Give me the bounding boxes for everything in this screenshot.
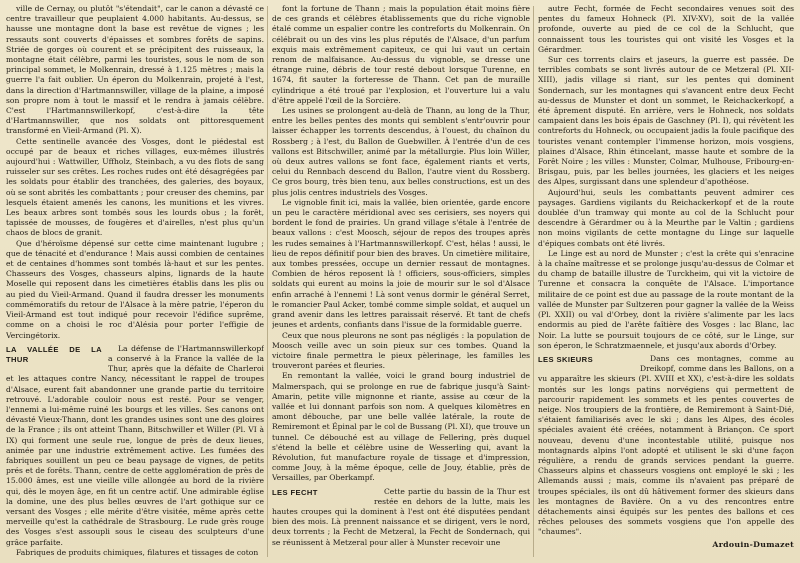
paragraph: Cette partie du bassin de la Thur est restée en dehors de la lutte, mais les hautes croupes qui la dominent à l'est ont été disputées pendant bien des mois. Là prennent naissance et se dirigent, vers le nord, deux torrents ; la Fecht de Metzeral, la Fecht de Sondernach, qui se réunissent à Metzeral pour aller à Munster recevoir une	[272, 486, 530, 547]
section-heading: LA VALLÉE DE LA THUR	[6, 344, 102, 364]
section-les-fecht	[272, 487, 530, 548]
column-divider	[533, 6, 534, 557]
paragraph: autre Fecht, formée de Fecht secondaires venues soit des pentes du fameux Hohneck (Pl. XIV-XV), soit de la vallée profonde, ouverte au pied de ce col de la Schlucht, que connaissent tous les touristes qui ont visité les Vosges et la Gérardmer.	[538, 4, 794, 54]
column-divider	[267, 6, 268, 557]
paragraph: Que d'héroïsme dépensé sur cette cime maintenant lugubre ; que de ténacité et d'endurance ! Mais aussi combien de centaines et de centaines d'hommes sont tombés là-haut et sur les pentes. Chasseurs des Vosges, chasseurs alpins, lignards de la haute Moselle qui reposent dans les cimetières établis dans les plis ou au pied du Vieil-Armand. Quand il faudra dresser les monuments commémoratifs du retour de l'Alsace à la mère patrie, l'éperon du Vieil-Armand est tout indiqué pour recevoir l'édifice suprême, comme on a choisi le roc d'Alésia pour porter l'effigie de Vercingétorix.	[6, 238, 264, 340]
paragraph: Le Linge est au nord de Munster ; c'est la crête qui s'enracine à la chaîne maîtresse et se prolonge jusqu'au-dessus de Colmar et du champ de bataille illustre de Turckheim, qui vit la victoire de Turenne et consacra la conquête de l'Alsace. L'importance militaire de ce point est due au passage de la route montant de la vallée de Munster par Sultzeren pour gagner la vallée de la Weiss (Pl. XXII) ou val d'Orbey, dont la rivière s'alimente par les lacs endormis au pied de l'arête faîtière des Vosges : lac Blanc, lac Noir. La lutte se poursuit toujours de ce côté, sur le Linge, sur son éperon, le Schratzmaennele, et jusqu'aux abords d'Orbey.	[538, 248, 794, 350]
text-column-3	[538, 4, 794, 559]
paragraph: ville de Cernay, ou plutôt "s'étendait", car le canon a dévasté ce centre travailleur que peuplaient 4.000 habitants. Au-dessus, se hausse une montagne dont la base est revêtue de vignes ; les ressauts sont couverts d'épaisses et sombres forêts de sapins. Striée de gorges où courent et se précipitent des ruisseaux, la montagne était célèbre, parmi les touristes, sous le nom de son principal sommet, le Molkenrain, dressé à 1.125 mètres ; mais la guerre l'a fait oublier. Un éperon du Molkenrain, projeté à l'est, dans la direction d'Hartmannswiller, village de la plaine, a imposé son propre nom à tout le massif et le rendra à jamais célèbre. C'est l'Hartmannswillerkopf, c'est-à-dire la tête d'Hartmannswiller, que nos soldats ont pittoresquement transformé en Vieil-Armand (Pl. X).	[6, 4, 264, 136]
paragraph: Les usines se prolongent au-delà de Thann, au long de la Thur, entre les belles pentes des monts qui semblent s'entr'ouvrir pour laisser échapper les torrents descendus, à l'ouest, du chaînon du Rossberg ; à l'est, du Ballon de Guebwiller. À l'entrée d'un de ces vallons est Bitschwiller, animé par la métallurgie. Plus loin Willer, où deux autres vallons se font face, également riants et verts, celui du Rennbach descend du Ballon, l'autre vient du Rossberg. Ce gros bourg, très bien tenu, aux belles constructions, est un des plus jolis centres industriels des Vosges.	[272, 106, 530, 197]
section-heading: LES FECHT	[272, 487, 318, 497]
paragraph: Fabriques de produits chimiques, filatures et tissages de coton	[16, 547, 259, 557]
paragraph: Dans ces montagnes, comme au Dreikopf, comme dans les Ballons, on a vu apparaître les skieurs (Pl. XVIII et XX), c'est-à-dire les soldats montés sur les longs patins norvégiens qui permettent de parcourir rapidement les sommets et les pentes couvertes de neige. Nos troupiers de la frontière, de Remiremont à Saint-Dié, s'étaient familiarisés avec le ski ; dans les Alpes, des écoles spéciales avaient été créées, notamment à Briançon. Ce sport nouveau, devenu d'une incontestable utilité, puisque nos montagnards alpins l'ont adopté et utilisent le ski d'une façon régulière, a rendu de grands services pendant la guerre. Chasseurs alpins et chasseurs vosgiens ont employé le ski ; les Allemands aussi ; mais, comme ils n'avaient pas préparé de troupes spéciales, ils ont dû hâtivement former des skieurs dans les montagnes de Bavière. On a vu des rencontres entre détachements ainsi équipés sur les pentes des ballons et ces rêches pelouses des sommets vosgiens que l'on appelle des "chaumes".	[538, 353, 794, 537]
author-signature: Ardouin-Dumazet	[712, 539, 794, 549]
text-column-2	[272, 4, 530, 559]
paragraph: En remontant la vallée, voici le grand bourg industriel de Malmerspach, qui se prolonge en rue de fabrique jusqu'à Saint-Amarin, petite ville mignonne et riante, assise au cœur de la vallée et lui donnant parfois son nom. A quelques kilomètres en amont débouche, par une belle vallée latérale, la route de Remiremont et Épinal par le col de Bussang (Pl. XI), que trouve un tunnel. Ce débouché est au village de Fellering, près duquel s'étend la belle et célèbre usine de Wesserling qui, avant la Révolution, fut manufacture royale de tissage et d'impression, comme Jouy, à la même époque, celle de Jouy, établie, près de Versailles, par Oberkampf.	[272, 371, 530, 483]
paragraph: Le vignoble finit ici, mais la vallée, bien orientée, garde encore un peu le caractère méridional avec ses cerisiers, ses noyers qui bordent le fond de prairies. Un grand village s'étale à l'entrée de beaux vallons : c'est Moosch, séjour de repos des troupes après les rudes semaines à l'Hartmannswillerkopf. C'est, hélas ! aussi, le lieu de repos définitif pour bien des braves. Un cimetière militaire, aux tombes pressées, occupe un dernier ressaut de montagnes. Combien de héros reposent là ! officiers, sous-officiers, simples soldats qui eurent au moins la joie de mourir sur le sol d'Alsace enfin arraché à l'ennemi ! Là sont venus dormir le général Serret, le romancier Paul Acker, tombé comme simple soldat, et auquel un grand avenir dans les lettres paraissait réservé. Et tant de chefs jeunes et ardents, confiants dans l'issue de la formidable guerre.	[272, 197, 530, 330]
paragraph: Ceux que nous pleurons ne sont pas négligés : la population de Moosch veille avec un soin pieux sur ces tombes. Quand la victoire finale permettra le pieux pèlerinage, les familles les trouveront parées et fleuries.	[272, 330, 530, 371]
paragraph: La défense de l'Hartmannswillerkopf a conservé à la France la vallée de la Thur, après que la défaite de Charleroi et les attaques contre Nancy, nécessitant le rappel de troupes d'Alsace, eurent fait abandonner une grande partie du territoire retrouvé. L'adorable couloir nous est resté. Pour se venger, l'ennemi a lui-même ruiné les bourgs et les villes. Ses canons ont dévasté Vieux-Thann, dont les grandes usines sont une des gloires de la France ; ils ont atteint Thann, Bitschwiller et Willer (Pl. VI à IX) qui forment une seule rue, longue de près de deux lieues, animée par une industrie extrêmement active. Les fumées des fabriques souillent un peu ce beau paysage de vignes, de petits prés et de forêts. Thann, centre de cette agglomération de près de 15.000 âmes, est une vieille ville allongée au bord de la rivière qui, dès le moyen âge, en fit un centre actif. Une admirable église la domine, une des plus belles œuvres de l'art gothique sur ce versant des Vosges ; elle mérite d'être visitée, même après cette merveille qu'est la cathédrale de Strasbourg. Le rude grès rouge des Vosges s'est assoupli sous le ciseau des sculpteurs d'une grâce parfaite.	[6, 343, 264, 547]
paragraph: Sur ces torrents clairs et jaseurs, la guerre est passée. De terribles combats se sont livrés autour de ce Metzeral (Pl. XII-XIII), jadis village si riant, sur les pentes qui dominent Sondernach, sur les montagnes qui s'avancent entre deux Fecht au-dessus de Munster et dont un sommet, le Reichackerkopf, a été âprement disputé. En arrière, vers le Hohneck, nos soldats campaient dans les bois épais de Gaschney (Pl. I), qui révètent les contreforts du Hohneck, ou occupaient jadis la foule pacifique des touristes venant contempler l'immense horizon, mois vosgiens, plaines d'Alsace, Rhin étincelant, masse haute et sombre de la Forêt Noire ; les villes : Munster, Colmar, Mulhouse, Fribourg-en-Brisgau, puis, par les belles journées, les glaciers et les neiges des Alpes, surgissant dans une splendeur d'apothéose.	[538, 55, 794, 187]
paragraph: Aujourd'hui, seuls les combattants peuvent admirer ces paysages. Gardiens vigilants du Reichackerkopf et de la route doublée d'un tramway qui monte au col de la Schlucht pour descendre à Gérardmer ou à la Meurthe par le Valtin ; gardiens non moins vigilants de cette montagne du Linge sur laquelle d'épiques combats ont été livrés.	[538, 187, 794, 248]
section-les-skieurs	[538, 354, 794, 538]
paragraph: font la fortune de Thann ; mais la population était moins fière de ces grands et célèbres établissements que du riche vignoble étalé comme un espalier contre les contreforts du Molkenrain. On célébrait ou un des vins les plus réputés de l'Alsace, d'un parfum exquis mais extrêmement capiteux, ce qui lui vaut un certain renom de malfaisance. Au-dessus du vignoble, se dresse une étrange ruine, débris de tour resté debout lorsque Turenne, en 1674, fit sauter la forteresse de Thann. Cet pan de muraille cylindrique a été troué par l'explosion, et l'ouverture lui a valu d'être appelé l'œil de la Sorcière.	[272, 4, 530, 105]
text-column-1	[6, 4, 264, 559]
paragraph: Cette sentinelle avancée des Vosges, dont le piédestal est occupé par de beaux et riches villages, eux-mêmes illustrés aujourd'hui : Wattwiller, Uffholz, Steinbach, a vu des flots de sang ruisseler sur ses crêtes. Les roches rudes ont été désagrégées par les soldats pour établir des tranchées, des galeries, des boyaux, où se sont abrités les combattants ; pour creuser des chemins, par lesquels étaient amenés les canons, les munitions et les vivres. Les beaux arbres sont tombés sous les lourds obus ; la forêt, tapissée de mousses, de fougères et d'airelles, n'est plus qu'un chaos de blocs de granit.	[6, 136, 264, 238]
section-vallee-de-la-thur	[6, 344, 264, 558]
section-heading: LES SKIEURS	[538, 354, 594, 364]
